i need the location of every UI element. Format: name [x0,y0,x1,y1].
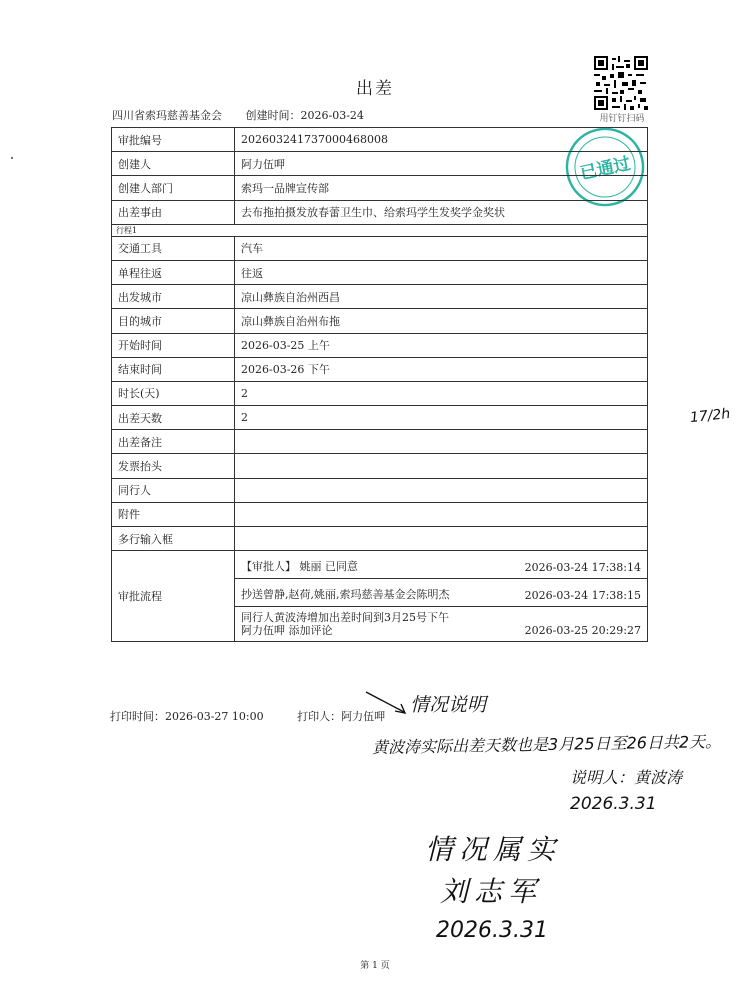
flow-entry [235,607,647,641]
flow-time: 2026-03-24 17:38:15 [524,589,641,603]
field-label: 目的城市 [112,309,235,333]
form-row [112,430,648,454]
page-number: 第 1 页 [360,961,390,971]
business-trip-form [111,127,648,642]
flow-time: 2026-03-24 17:38:14 [524,561,641,575]
form-row [112,285,648,309]
field-label: 出差备注 [112,430,235,454]
form-row [112,333,648,357]
flow-time: 2026-03-25 20:29:27 [524,624,641,638]
qr-caption: 用钉钉扫码 [599,114,645,124]
form-row [112,357,648,381]
field-value: 2026-03-26 下午 [235,357,648,381]
print-info [110,708,385,724]
flow-text: 同行人黄波涛增加出差时间到3月25号下午 [241,611,449,625]
section-label: 行程1 [112,224,648,236]
field-value: 索玛一品牌宣传部 [235,176,648,200]
flow-text: 【审批人】 姚丽 已同意 [241,560,358,574]
field-label: 结束时间 [112,357,235,381]
form-row [112,309,648,333]
form-row [112,527,648,551]
field-value [235,502,648,526]
field-label: 开始时间 [112,333,235,357]
printer-name: 打印人：阿力伍呷 [297,710,386,723]
field-value: 凉山彝族自治州布拖 [235,309,648,333]
flow-text: 抄送曾静,赵荷,姚丽,索玛慈善基金会陈明杰 [241,588,450,602]
scan-speck [11,157,13,159]
field-label: 单程往返 [112,260,235,284]
handwritten-confirmer-signature: 刘志军 [440,875,543,908]
form-row [112,454,648,478]
form-row [112,260,648,284]
handwritten-confirmation: 情况属实 [425,833,562,866]
form-row [112,176,648,200]
form-row [112,381,648,405]
flow-text-author: 阿力伍呷 添加评论 [241,624,333,638]
approval-flow-row [112,551,648,642]
field-value: 2 [235,406,648,430]
field-value: 202603241737000468008 [235,128,648,152]
field-label: 审批流程 [112,551,235,642]
section-header-row [112,224,648,236]
field-label: 创建人部门 [112,176,235,200]
form-row [112,128,648,152]
field-value: 去布拖拍摄发放春蕾卫生巾、给索玛学生发奖学金奖状 [235,200,648,224]
form-row [112,152,648,176]
field-value: 汽车 [235,236,648,260]
field-value: 2 [235,381,648,405]
form-row [112,406,648,430]
field-label: 附件 [112,502,235,526]
field-value: 2026-03-25 上午 [235,333,648,357]
field-label: 发票抬头 [112,454,235,478]
field-value: 往返 [235,260,648,284]
field-value [235,430,648,454]
created-time: 创建时间：2026-03-24 [245,109,364,122]
handwritten-confirmation-date: 2026.3.31 [436,918,548,943]
field-label: 出差天数 [112,406,235,430]
handwritten-signature: 说明人：黄波涛 [570,768,683,787]
stamp-text: 已通过 [578,153,633,185]
print-time: 打印时间：2026-03-27 10:00 [110,710,264,723]
field-label: 多行输入框 [112,527,235,551]
field-label: 创建人 [112,152,235,176]
field-value [235,454,648,478]
field-label: 出发城市 [112,285,235,309]
field-label: 审批编号 [112,128,235,152]
handwritten-date: 2026.3.31 [570,794,657,814]
field-label: 出差事由 [112,200,235,224]
field-label: 同行人 [112,478,235,502]
approval-flow [235,551,648,642]
form-row [112,502,648,526]
flow-comment [241,611,449,637]
form-row [112,200,648,224]
field-value: 阿力伍呷 [235,152,648,176]
flow-entry [235,551,647,579]
arrow-icon [364,688,410,718]
organization-name: 四川省索玛慈善基金会 [112,109,222,122]
flow-entry [235,579,647,607]
field-value [235,527,648,551]
field-label: 交通工具 [112,236,235,260]
document-title: 出差 [356,79,394,99]
form-row [112,236,648,260]
qr-code-icon [594,56,648,110]
handwritten-explanation: 黄波涛实际出差天数也是3月25日至26日共2天。 [371,731,722,758]
margin-note: 17/2h [689,405,732,427]
field-label: 时长(天) [112,381,235,405]
handwritten-heading: 情况说明 [410,694,487,716]
document-meta [112,107,364,123]
field-value [235,478,648,502]
field-value: 凉山彝族自治州西昌 [235,285,648,309]
form-row [112,478,648,502]
